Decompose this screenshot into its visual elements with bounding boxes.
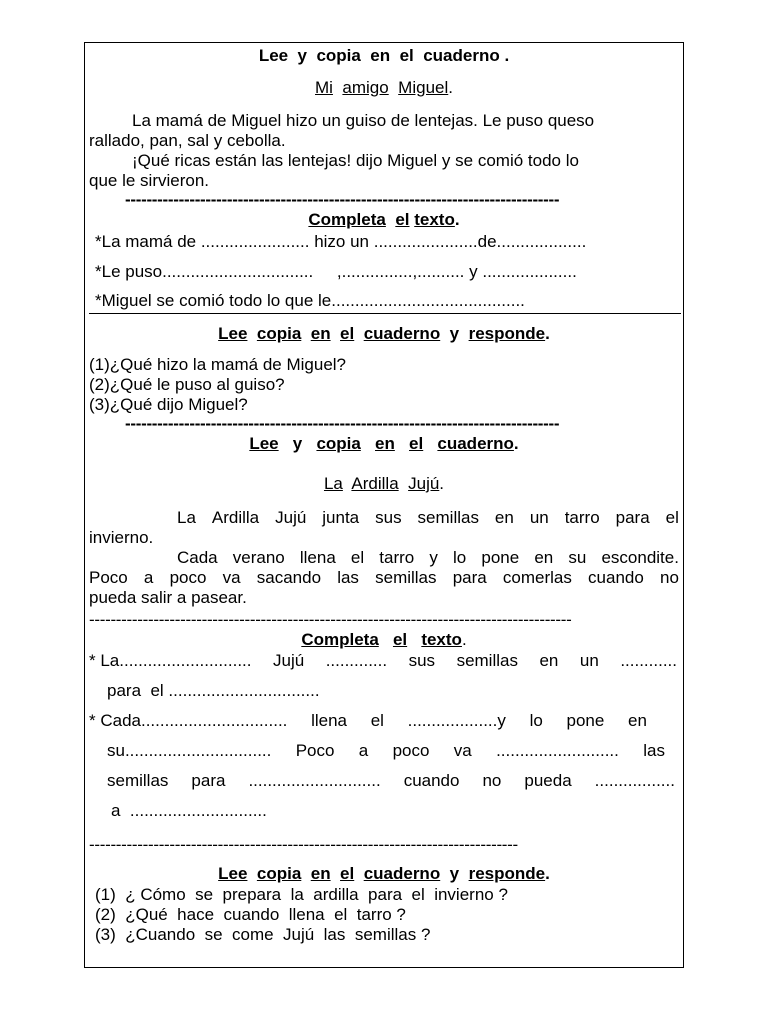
worksheet [84,42,684,968]
responde1-heading: Lee copia en el cuaderno y responde. [218,324,550,343]
divider [89,313,681,314]
completa2-line2: para el ................................ [107,681,320,700]
completa2-line6: a ............................. [111,801,267,820]
section1-heading: Lee y copia en el cuaderno . [258,46,510,65]
completa2-line4: su............................... Poco a poco va .......................... las [107,741,665,760]
separator: -------------------------------------------------------------------------------- [89,835,518,854]
story1-p1-line1: La mamá de Miguel hizo un guiso de lentejas. Le puso queso [132,111,595,130]
completa2-line1: * La............................ Jujú ............. sus semillas en un ............ [89,651,677,670]
completa2-heading: Completa el texto. [301,630,467,649]
question-1: (1) ¿ Cómo se prepara la ardilla para el invierno ? [95,885,508,904]
section2-heading: Lee y copia en el cuaderno. [249,434,519,453]
completa1-line2: *Le puso................................ ,...............,.......... y .................... [95,262,577,281]
story2-p2-line2: Poco a poco va sacando las semillas para comerlas cuando no [89,568,679,587]
story2-p2-line3: pueda salir a pasear. [89,588,247,607]
story1-p1-line2: rallado, pan, sal y cebolla. [89,131,286,150]
question-2: (2)¿Qué le puso al guiso? [89,375,285,394]
story1-title: Mi amigo Miguel. [315,78,453,97]
completa1-line3: *Miguel se comió todo lo que le......................................... [95,291,525,310]
completa2-line5: semillas para ............................ cuando no pueda ................. [107,771,675,790]
story2-p1-line2: invierno. [89,528,154,547]
separator: ------------------------------------------------------------------------------------------ [89,610,572,629]
question-1: (1)¿Qué hizo la mamá de Miguel? [89,355,347,374]
separator: --------------------------------------------------------------------------------- [125,414,560,433]
completa1-heading: Completa el texto. [308,210,460,229]
story2-title: La Ardilla Jujú. [323,474,445,493]
question-3: (3) ¿Cuando se come Jujú las semillas ? [95,925,431,944]
story2-p2-line1: Cada verano llena el tarro y lo pone en su escondite. [177,548,679,567]
story1-p2-line2: que le sirvieron. [89,171,210,190]
completa1-line1: *La mamá de ....................... hizo un ......................de................... [95,232,587,251]
completa2-line3: * Cada............................... llena el ...................y lo pone en [89,711,647,730]
separator: --------------------------------------------------------------------------------- [125,190,560,209]
story1-p2-line1: ¡Qué ricas están las lentejas! dijo Miguel y se comió todo lo [132,151,579,170]
question-3: (3)¿Qué dijo Miguel? [89,395,248,414]
story2-p1-line1: La Ardilla Jujú junta sus semillas en un tarro para el [177,508,679,527]
question-2: (2) ¿Qué hace cuando llena el tarro ? [95,905,406,924]
responde2-heading: Lee copia en el cuaderno y responde. [218,864,550,883]
